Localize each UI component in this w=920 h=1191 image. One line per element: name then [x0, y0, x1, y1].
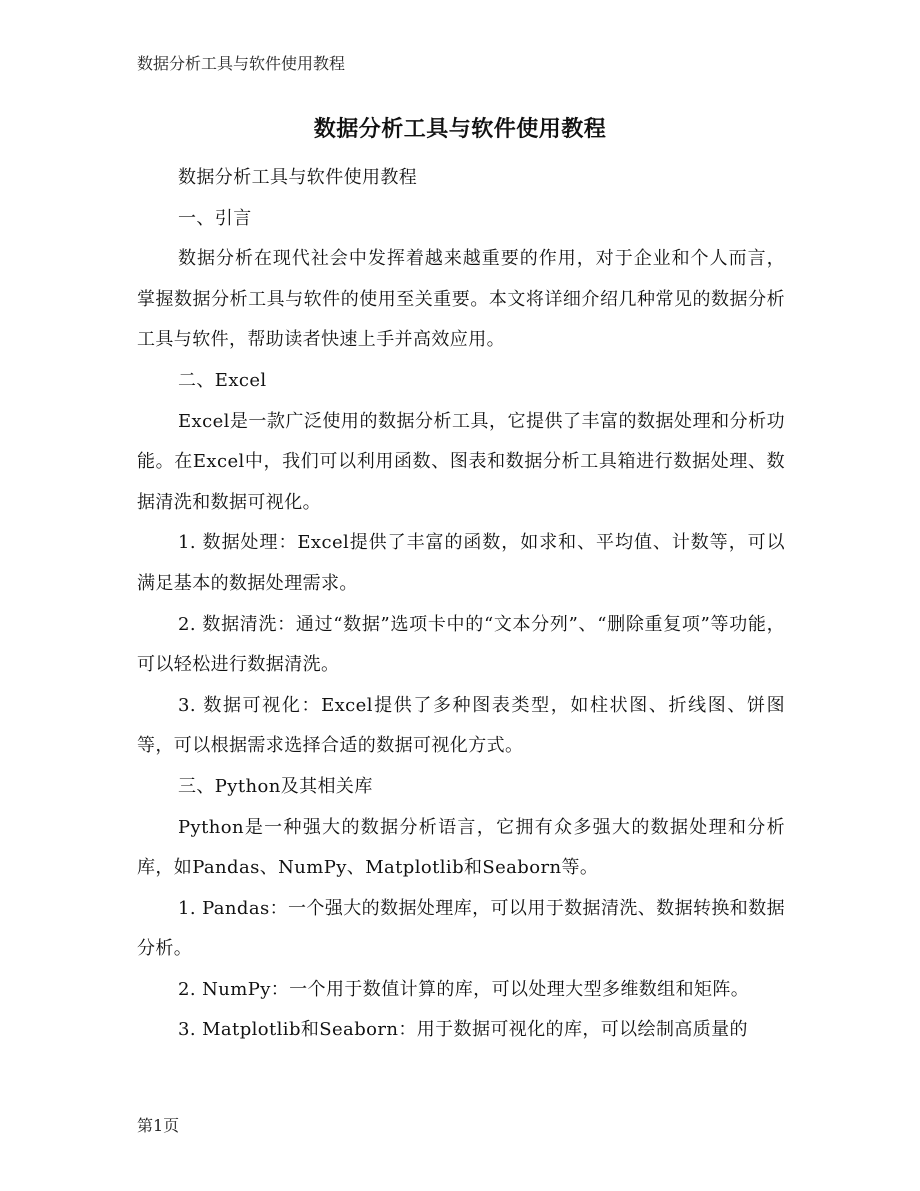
heading-introduction: 一、引言 [178, 207, 252, 229]
heading-excel: 二、Excel [178, 369, 267, 391]
paragraph-excel-overview: Excel是一款广泛使用的数据分析工具，它提供了丰富的数据处理和分析功能。在Excel中，我们可以利用函数、图表和数据分析工具箱进行数据处理、数据清洗和数据可视化。 [137, 410, 785, 513]
heading-python: 三、Python及其相关库 [178, 775, 373, 797]
paragraph-matplotlib-seaborn: 3. Matplotlib和Seaborn：用于数据可视化的库，可以绘制高质量的 [178, 1019, 748, 1041]
paragraph-introduction: 数据分析在现代社会中发挥着越来越重要的作用，对于企业和个人而言，掌握数据分析工具与软件的使用至关重要。本文将详细介绍几种常见的数据分析工具与软件，帮助读者快速上手并高效应用。 [137, 248, 785, 351]
running-header: 数据分析工具与软件使用教程 [137, 54, 346, 73]
paragraph-python-overview: Python是一种强大的数据分析语言，它拥有众多强大的数据处理和分析库，如Pandas、NumPy、Matplotlib和Seaborn等。 [137, 816, 785, 879]
page-title: 数据分析工具与软件使用教程 [313, 116, 607, 142]
paragraph-excel-data-cleaning: 2. 数据清洗：通过“数据”选项卡中的“文本分列”、“删除重复项”等功能，可以轻松进行数据清洗。 [137, 613, 785, 676]
paragraph-excel-visualization: 3. 数据可视化：Excel提供了多种图表类型，如柱状图、折线图、饼图等，可以根据需求选择合适的数据可视化方式。 [137, 694, 785, 757]
paragraph-numpy: 2. NumPy：一个用于数值计算的库，可以处理大型多维数组和矩阵。 [178, 978, 750, 1000]
page-number: 第1页 [137, 1116, 180, 1135]
document-body [137, 158, 785, 1051]
paragraph-pandas: 1. Pandas：一个强大的数据处理库，可以用于数据清洗、数据转换和数据分析。 [137, 897, 785, 960]
paragraph-excel-data-processing: 1. 数据处理：Excel提供了丰富的函数，如求和、平均值、计数等，可以满足基本的数据处理需求。 [137, 532, 785, 594]
paragraph-subtitle: 数据分析工具与软件使用教程 [178, 167, 418, 188]
